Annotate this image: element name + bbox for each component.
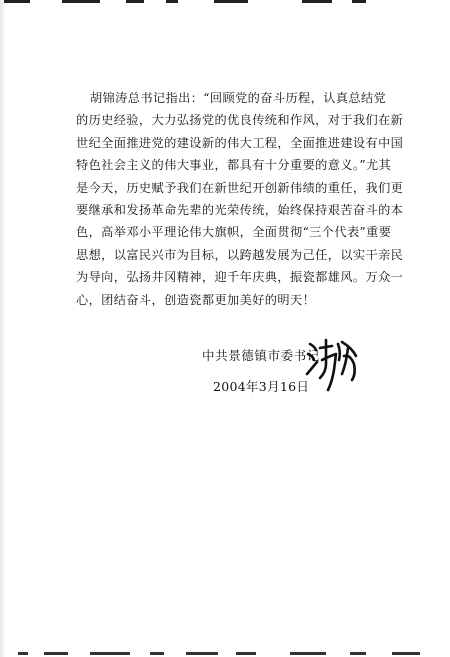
- paragraph-line: 为导向，弘扬井冈精神，迎千年庆典，振瓷都雄风。万众一: [76, 270, 404, 285]
- handwritten-signature: [304, 334, 364, 394]
- scan-bottom-artifacts: [0, 647, 450, 657]
- signature-title: 中共景德镇市委书记: [202, 348, 320, 363]
- scan-top-artifacts: [0, 0, 450, 8]
- signature-date: 2004年3月16日: [213, 379, 310, 394]
- scan-edge-shadow: [0, 0, 6, 657]
- paragraph-line: 心，团结奋斗，创造瓷都更加美好的明天！: [76, 292, 316, 307]
- paragraph-line: 的历史经验，大力弘扬党的优良传统和作风，对于我们在新: [76, 113, 404, 128]
- paragraph-line: 胡锦涛总书记指出：“回顾党的奋斗历程，认真总结党: [90, 91, 387, 105]
- paragraph-line: 是今天，历史赋予我们在新世纪开创新伟绩的重任，我们更: [76, 180, 404, 195]
- paragraph-line: 特色社会主义的伟大事业，都具有十分重要的意义。”尤其: [76, 158, 392, 173]
- paragraph-line: 要继承和发扬革命先辈的光荣传统，始终保持艰苦奋斗的本: [76, 203, 404, 218]
- paragraph-line: 世纪全面推进党的建设新的伟大工程，全面推进建设有中国: [76, 135, 404, 150]
- paragraph-line: 思想，以富民兴市为目标，以跨越发展为己任，以实干亲民: [76, 247, 404, 262]
- body-paragraph: [76, 87, 404, 311]
- paragraph-line: 色，高举邓小平理论伟大旗帜，全面贯彻“三个代表”重要: [76, 225, 392, 240]
